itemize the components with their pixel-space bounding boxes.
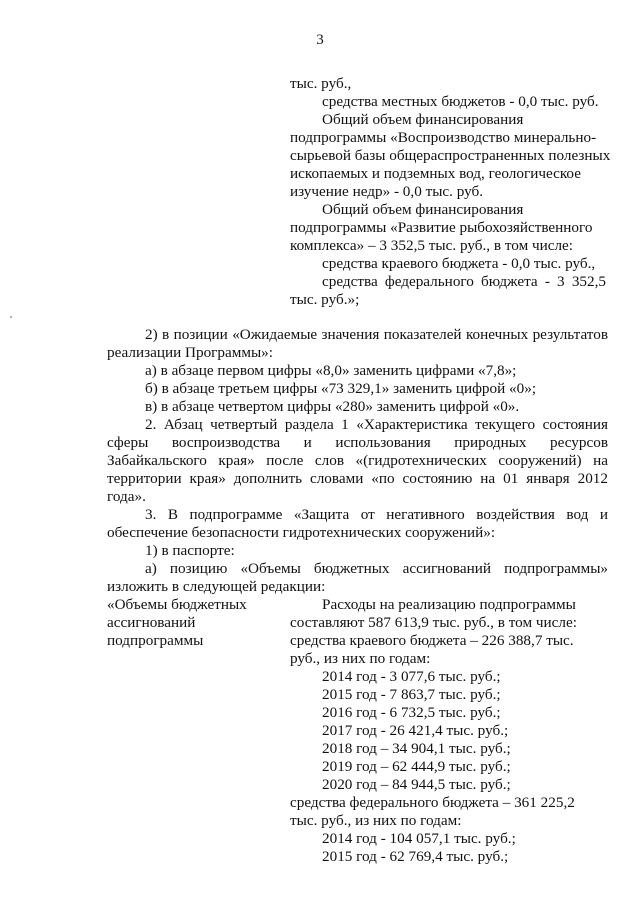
text-line: обеспечение безопасности гидротехнических сооружений»: [107,524,496,541]
year-line: 2018 год – 34 904,1 тыс. руб.; [322,740,511,757]
table-right-line: тыс. руб., из них по годам: [290,812,462,829]
text-line [145,416,608,434]
year-line: 2015 год - 7 863,7 тыс. руб.; [322,686,501,703]
text-line: изучение недр» - 0,0 тыс. руб. [290,183,484,200]
year-line: 2017 год - 26 421,4 тыс. руб.; [322,722,509,739]
table-left-cell: ассигнований [107,614,196,631]
year-line: 2015 год - 62 769,4 тыс. руб.; [322,848,509,865]
text-line: Общий объем финансирования [322,111,524,128]
scan-speck [10,316,12,318]
text-line-content: Забайкальского края» после слов «(гидротехнических сооружений) на [107,452,608,469]
text-line: в) в абзаце четвертом цифры «280» заменить цифрой «0». [145,398,520,415]
text-line: средства краевого бюджета - 0,0 тыс. руб., [322,255,596,272]
year-line: 2014 год - 3 077,6 тыс. руб.; [322,668,501,685]
text-line: тыс. руб., [290,75,352,92]
text-line [145,560,608,578]
text-line [145,506,608,524]
text-line: ископаемых и подземных вод, геологическое [290,165,581,182]
text-line [107,452,608,470]
text-line: 1) в паспорте: [145,542,235,559]
text-line: подпрограммы «Воспроизводство минерально- [290,129,597,146]
text-line: реализации Программы»: [107,344,273,361]
text-line: а) в абзаце первом цифры «8,0» заменить цифрами «7,8»; [145,362,517,379]
text-line-content: 3. В подпрограмме «Защита от негативного воздействия вод и [145,506,608,523]
text-line-content: 2. Абзац четвертый раздела 1 «Характеристика текущего состояния [145,416,608,433]
text-line-content: сферы воспроизводства и использования природных ресурсов [107,434,608,451]
text-line: средства местных бюджетов - 0,0 тыс. руб. [322,93,599,110]
text-line-content: средства федерального бюджета - 3 352,5 [322,273,606,290]
page-number: 3 [316,32,324,48]
text-line [322,273,606,291]
table-left-cell: подпрограммы [107,632,204,649]
text-line: подпрограммы «Развитие рыбохозяйственного [290,219,593,236]
text-line [107,434,608,452]
text-line: сырьевой базы общераспространенных полезных [290,147,611,164]
table-right-line: руб., из них по годам: [290,650,431,667]
table-right-line: средства краевого бюджета – 226 388,7 тыс. [290,632,574,649]
table-right-line: составляют 587 613,9 тыс. руб., в том числе: [290,614,577,631]
text-line-content: а) позицию «Объемы бюджетных ассигнований подпрограммы» [145,560,608,577]
year-line: 2020 год – 84 944,5 тыс. руб.; [322,776,511,793]
year-line: 2014 год - 104 057,1 тыс. руб.; [322,830,516,847]
table-left-cell: «Объемы бюджетных [107,596,247,613]
text-line-content: территории края» дополнить словами «по состоянию на 01 января 2012 [107,470,608,487]
text-line [145,326,608,344]
text-line [107,470,608,488]
table-right-line: Расходы на реализацию подпрограммы [322,596,576,613]
table-right-line: средства федерального бюджета – 361 225,2 [290,794,575,811]
year-line: 2016 год - 6 732,5 тыс. руб.; [322,704,501,721]
text-line: тыс. руб.»; [290,291,360,308]
text-line: комплекса» – 3 352,5 тыс. руб., в том числе: [290,237,574,254]
text-line: изложить в следующей редакции: [107,578,326,595]
year-line: 2019 год – 62 444,9 тыс. руб.; [322,758,511,775]
text-line: года». [107,488,146,505]
text-line: б) в абзаце третьем цифры «73 329,1» заменить цифрой «0»; [145,380,537,397]
text-line: Общий объем финансирования [322,201,524,218]
text-line-content: 2) в позиции «Ожидаемые значения показателей конечных результатов [145,326,608,343]
